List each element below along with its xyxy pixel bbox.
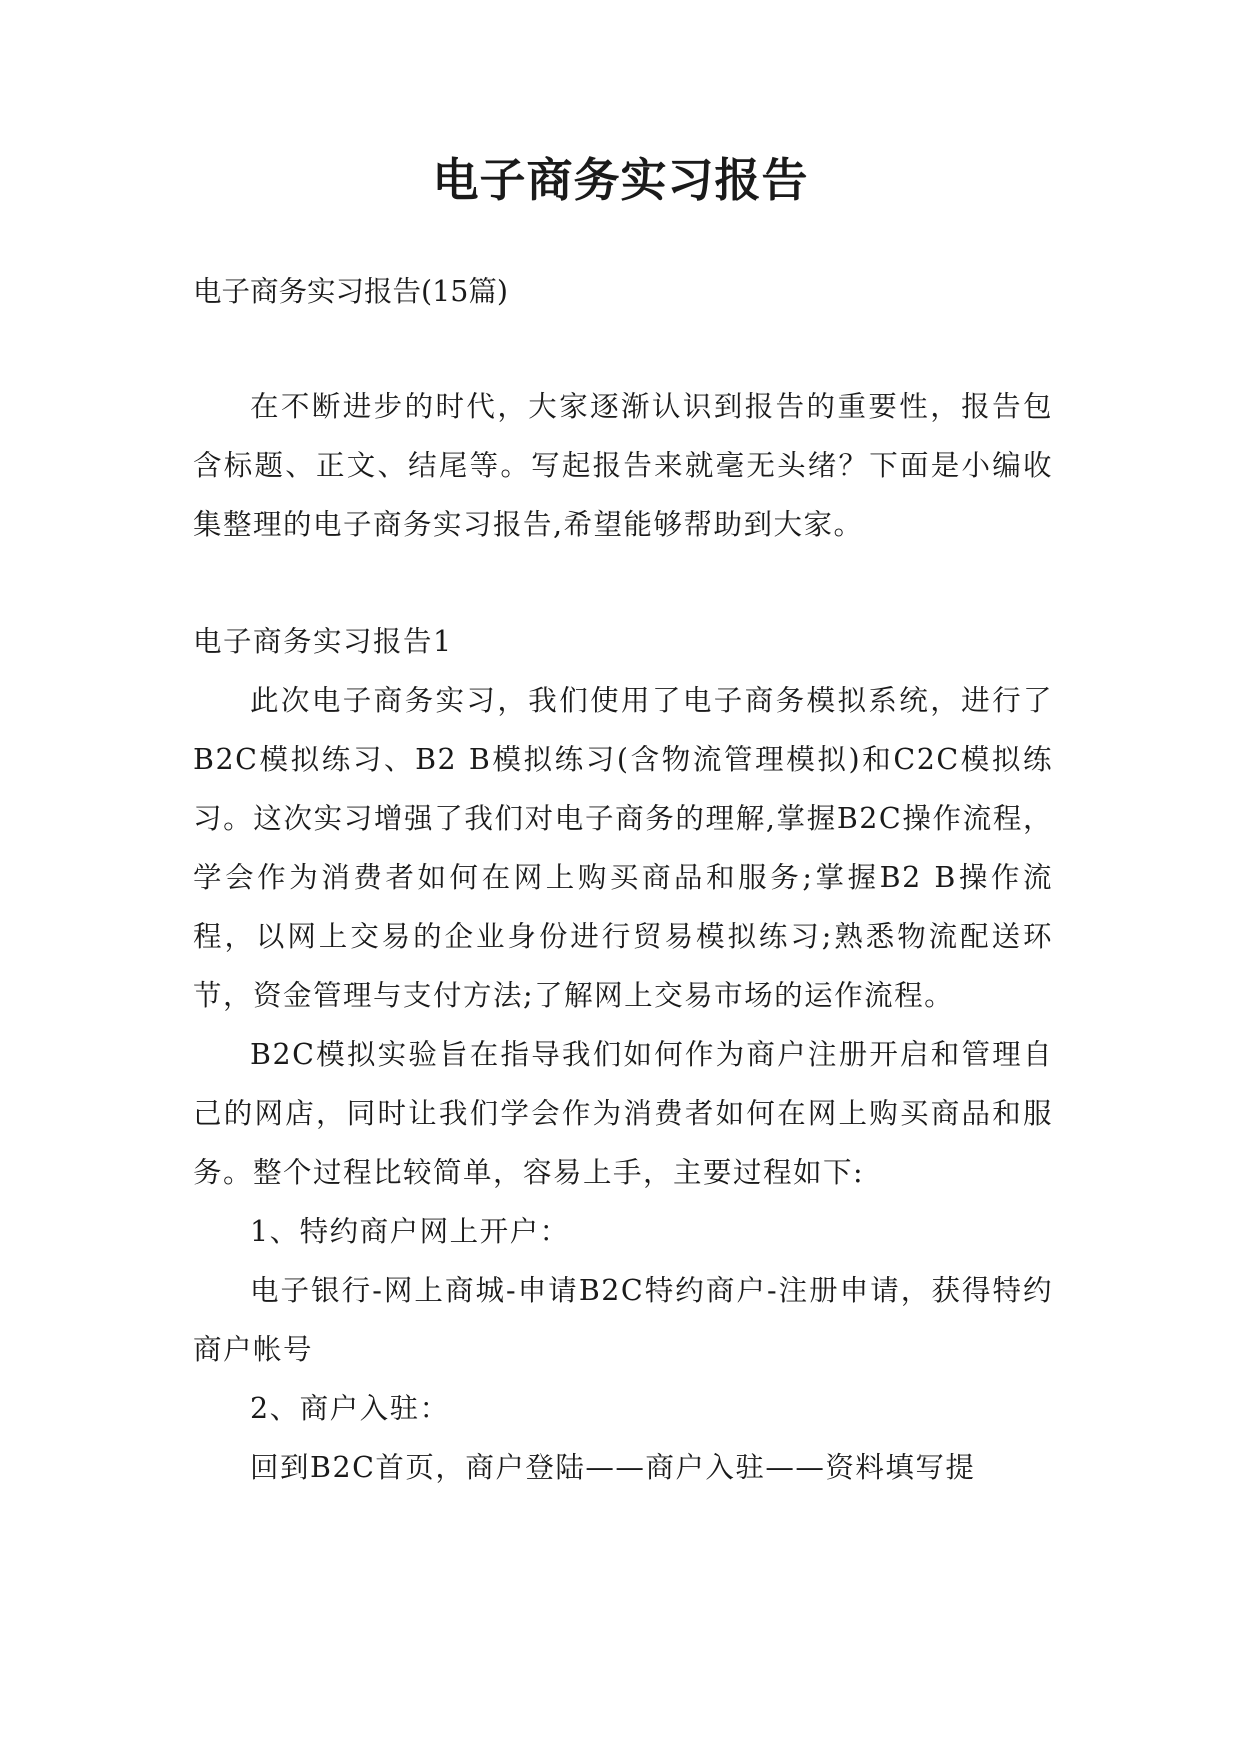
document-body xyxy=(193,262,1053,1497)
list-item-heading: 2、商户入驻： xyxy=(250,1392,450,1425)
document-subtitle: 电子商务实习报告(15篇) xyxy=(193,275,509,308)
body-paragraph: 电子银行-网上商城-申请B2C特约商户-注册申请，获得特约商户帐号 xyxy=(193,1274,1053,1366)
intro-paragraph: 在不断进步的时代，大家逐渐认识到报告的重要性，报告包含标题、正文、结尾等。写起报告来就毫无头绪？下面是小编收集整理的电子商务实习报告,希望能够帮助到大家。 xyxy=(193,390,1053,541)
section-heading: 电子商务实习报告1 xyxy=(193,625,453,658)
body-paragraph: 此次电子商务实习，我们使用了电子商务模拟系统，进行了B2C模拟练习、B2 B模拟练习(含物流管理模拟)和C2C模拟练习。这次实习增强了我们对电子商务的理解,掌握B2C操作流程，学会作为消费者如何在网上购买商品和服务;掌握B2 B操作流程，以网上交易的企业身份进行贸易模拟练习;熟悉物流配送环节，资金管理与支付方法;了解网上交易市场的运作流程。 xyxy=(193,684,1053,1012)
document-title: 电子商务实习报告 xyxy=(432,153,809,207)
body-paragraph: 回到B2C首页，商户登陆——商户入驻——资料填写提 xyxy=(250,1451,976,1484)
body-paragraph: B2C模拟实验旨在指导我们如何作为商户注册开启和管理自己的网店，同时让我们学会作为消费者如何在网上购买商品和服务。整个过程比较简单，容易上手，主要过程如下: xyxy=(193,1038,1053,1189)
list-item-heading: 1、特约商户网上开户： xyxy=(250,1215,570,1248)
